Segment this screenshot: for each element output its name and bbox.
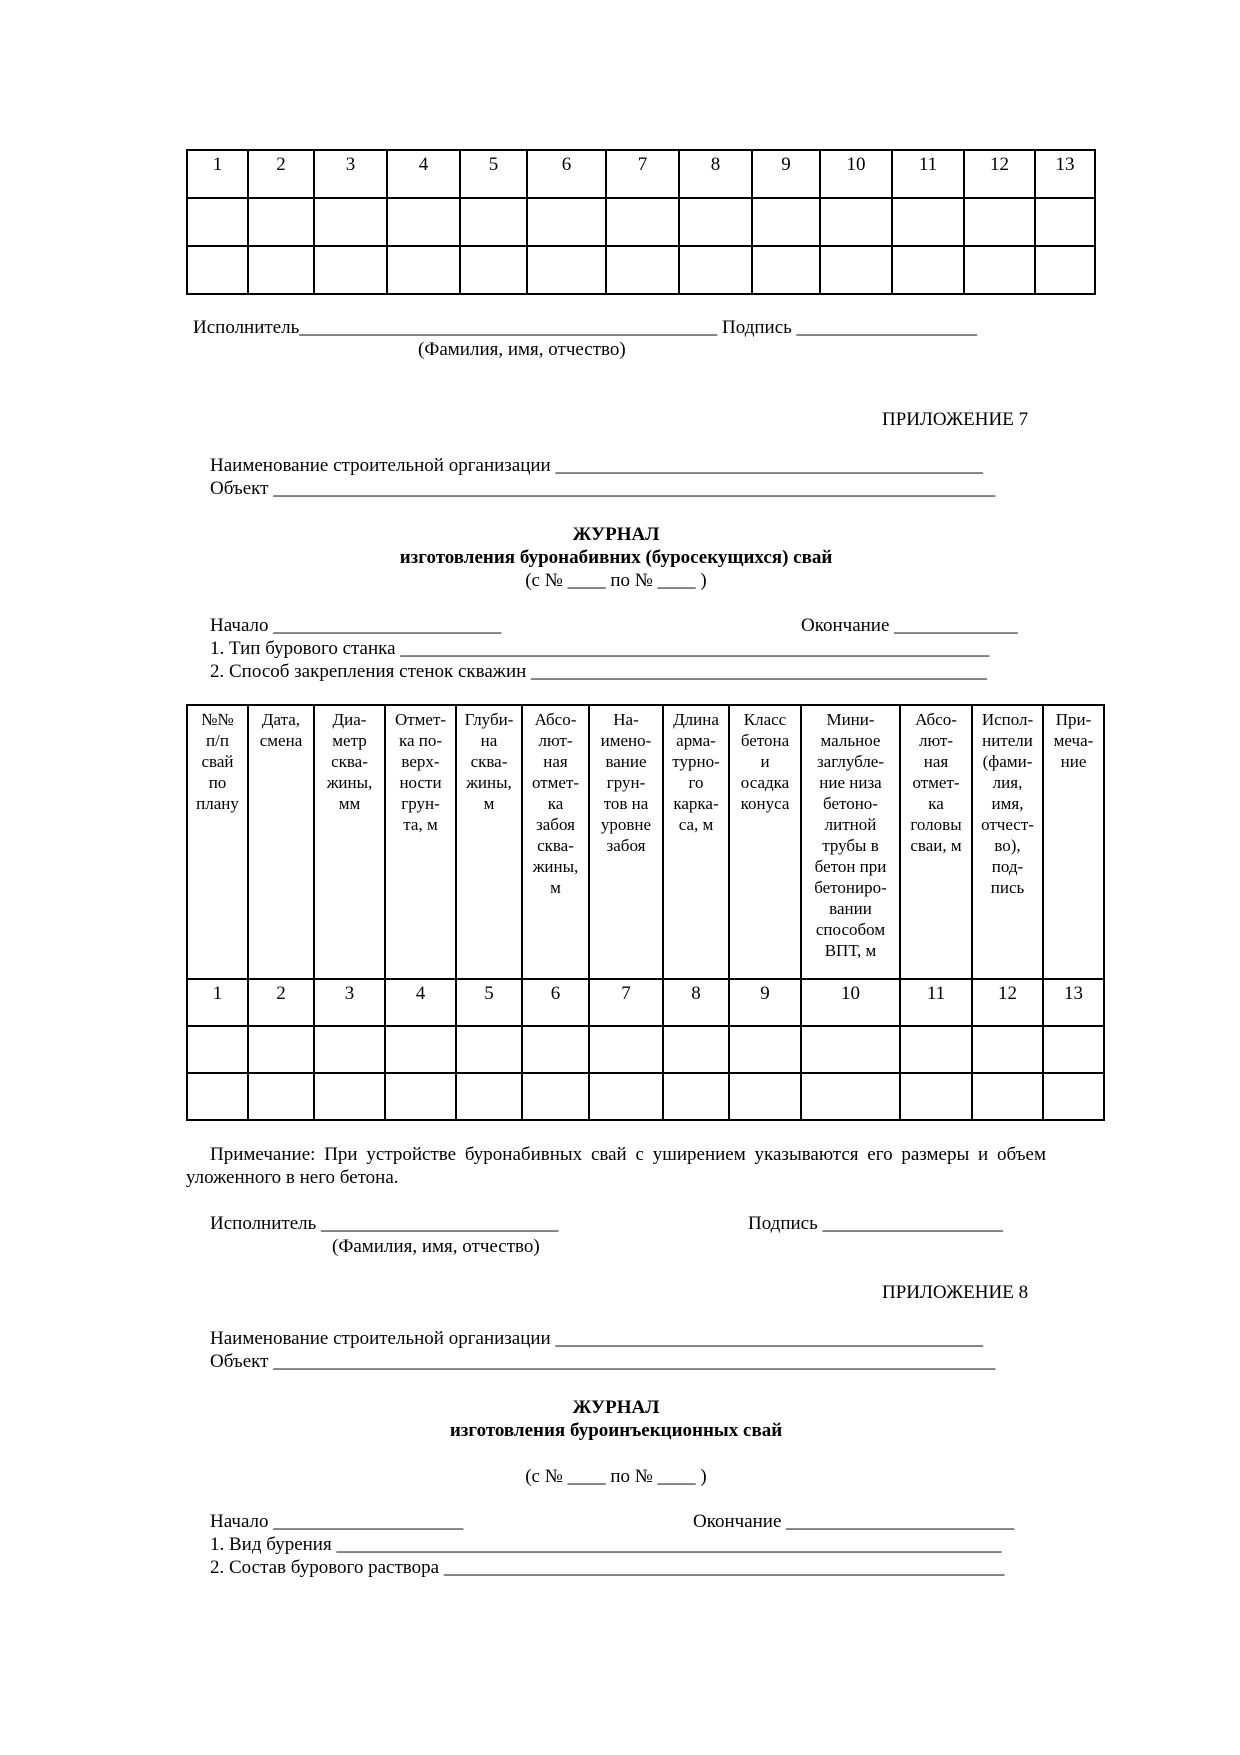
drilling-type-line: 1. Вид бурения ______________________________________________________________________: [210, 1534, 1002, 1555]
start-field: Начало ____________________: [210, 1511, 464, 1532]
journal-range: (с № ____ по № ____ ): [525, 1466, 707, 1487]
journal-subtitle: изготовления буронабивних (буросекущихся) свай: [399, 547, 833, 568]
mud-composition-line: 2. Состав бурового раствора ___________________________________________________________: [210, 1557, 1005, 1578]
object-line: Объект ____________________________________________________________________________: [210, 1351, 996, 1372]
column-number: 8: [679, 150, 752, 198]
column-number: 13: [1043, 979, 1104, 1026]
column-number: 6: [522, 979, 589, 1026]
column-number: 5: [456, 979, 522, 1026]
table-number-row: [187, 979, 1104, 1026]
column-number: 7: [606, 150, 679, 198]
journal-title: ЖУРНАЛ: [572, 524, 660, 545]
column-header: №№ п/п свай по плану: [187, 705, 248, 979]
journal-title: ЖУРНАЛ: [572, 1397, 660, 1418]
journal-subtitle: изготовления буроинъекционных свай: [449, 1420, 783, 1441]
column-number: 11: [892, 150, 964, 198]
table-row: [187, 1026, 1104, 1073]
column-header: Испол- нители (фами- лия, имя, отчест- во), под- пись: [972, 705, 1043, 979]
table-row: [187, 198, 1095, 246]
column-header: Абсо- лют- ная отмет- ка забоя сква- жины, м: [522, 705, 589, 979]
column-number: 12: [964, 150, 1035, 198]
column-header: Отмет- ка по- верх- ности грун- та, м: [385, 705, 456, 979]
object-line: Объект ____________________________________________________________________________: [210, 478, 996, 499]
pile-journal-table: [186, 704, 1105, 1121]
column-number: 6: [527, 150, 606, 198]
column-number: 8: [663, 979, 729, 1026]
column-header: Абсо- лют- ная отмет- ка головы сваи, м: [900, 705, 972, 979]
column-number: 1: [187, 150, 248, 198]
column-header: Дата, смена: [248, 705, 314, 979]
column-number: 2: [248, 979, 314, 1026]
column-number: 10: [801, 979, 900, 1026]
column-number: 12: [972, 979, 1043, 1026]
column-number: 11: [900, 979, 972, 1026]
column-header: Класс бетона и осадка конуса: [729, 705, 801, 979]
organization-line: Наименование строительной организации _____________________________________________: [210, 455, 983, 476]
column-number: 7: [589, 979, 663, 1026]
start-field: Начало ________________________: [210, 615, 502, 636]
column-number: 5: [460, 150, 527, 198]
column-number: 13: [1035, 150, 1095, 198]
column-header: На- имено- вание грун- тов на уровне забоя: [589, 705, 663, 979]
note-paragraph: Примечание: При устройстве буронабивных свай с уширением указываются его размеры и объем уложенного в него бетона.: [186, 1144, 1046, 1188]
appendix-7-title: ПРИЛОЖЕНИЕ 7: [882, 409, 1029, 430]
organization-line: Наименование строительной организации _____________________________________________: [210, 1328, 983, 1349]
column-header: Глуби- на сква- жины, м: [456, 705, 522, 979]
table-row: [187, 246, 1095, 294]
column-header: Мини- мальное заглубле- ние низа бетоно- литной трубы в бетон при бетониро- вании способом ВПТ, м: [801, 705, 900, 979]
column-number: 1: [187, 979, 248, 1026]
column-number: 2: [248, 150, 314, 198]
rig-type-line: 1. Тип бурового станка ______________________________________________________________: [210, 638, 990, 659]
end-field: Окончание _____________: [801, 615, 1018, 636]
column-number: 3: [314, 979, 385, 1026]
table-header-row: [187, 705, 1104, 979]
executor-caption: (Фамилия, имя, отчество): [332, 1236, 540, 1257]
column-number: 3: [314, 150, 387, 198]
column-header: При- меча- ние: [1043, 705, 1104, 979]
journal-range: (с № ____ по № ____ ): [525, 570, 707, 591]
wall-fixing-line: 2. Способ закрепления стенок скважин ________________________________________________: [210, 661, 988, 682]
top-table: [186, 149, 1096, 295]
table-row: [187, 1073, 1104, 1120]
executor-line: Исполнитель____________________________________________ Подпись ___________________: [193, 317, 978, 338]
column-number: 9: [729, 979, 801, 1026]
column-number: 9: [752, 150, 820, 198]
column-header: Длина арма- турно- го карка- са, м: [663, 705, 729, 979]
signature-field: Подпись ___________________: [748, 1213, 1004, 1234]
column-number: 4: [385, 979, 456, 1026]
executor-field: Исполнитель _________________________: [210, 1213, 559, 1234]
end-field: Окончание ________________________: [693, 1511, 1015, 1532]
column-number: 10: [820, 150, 892, 198]
column-number: 4: [387, 150, 460, 198]
column-header: Диа- метр сква- жины, мм: [314, 705, 385, 979]
executor-caption: (Фамилия, имя, отчество): [418, 339, 626, 360]
table-number-row: [187, 150, 1095, 198]
appendix-8-title: ПРИЛОЖЕНИЕ 8: [882, 1282, 1029, 1303]
